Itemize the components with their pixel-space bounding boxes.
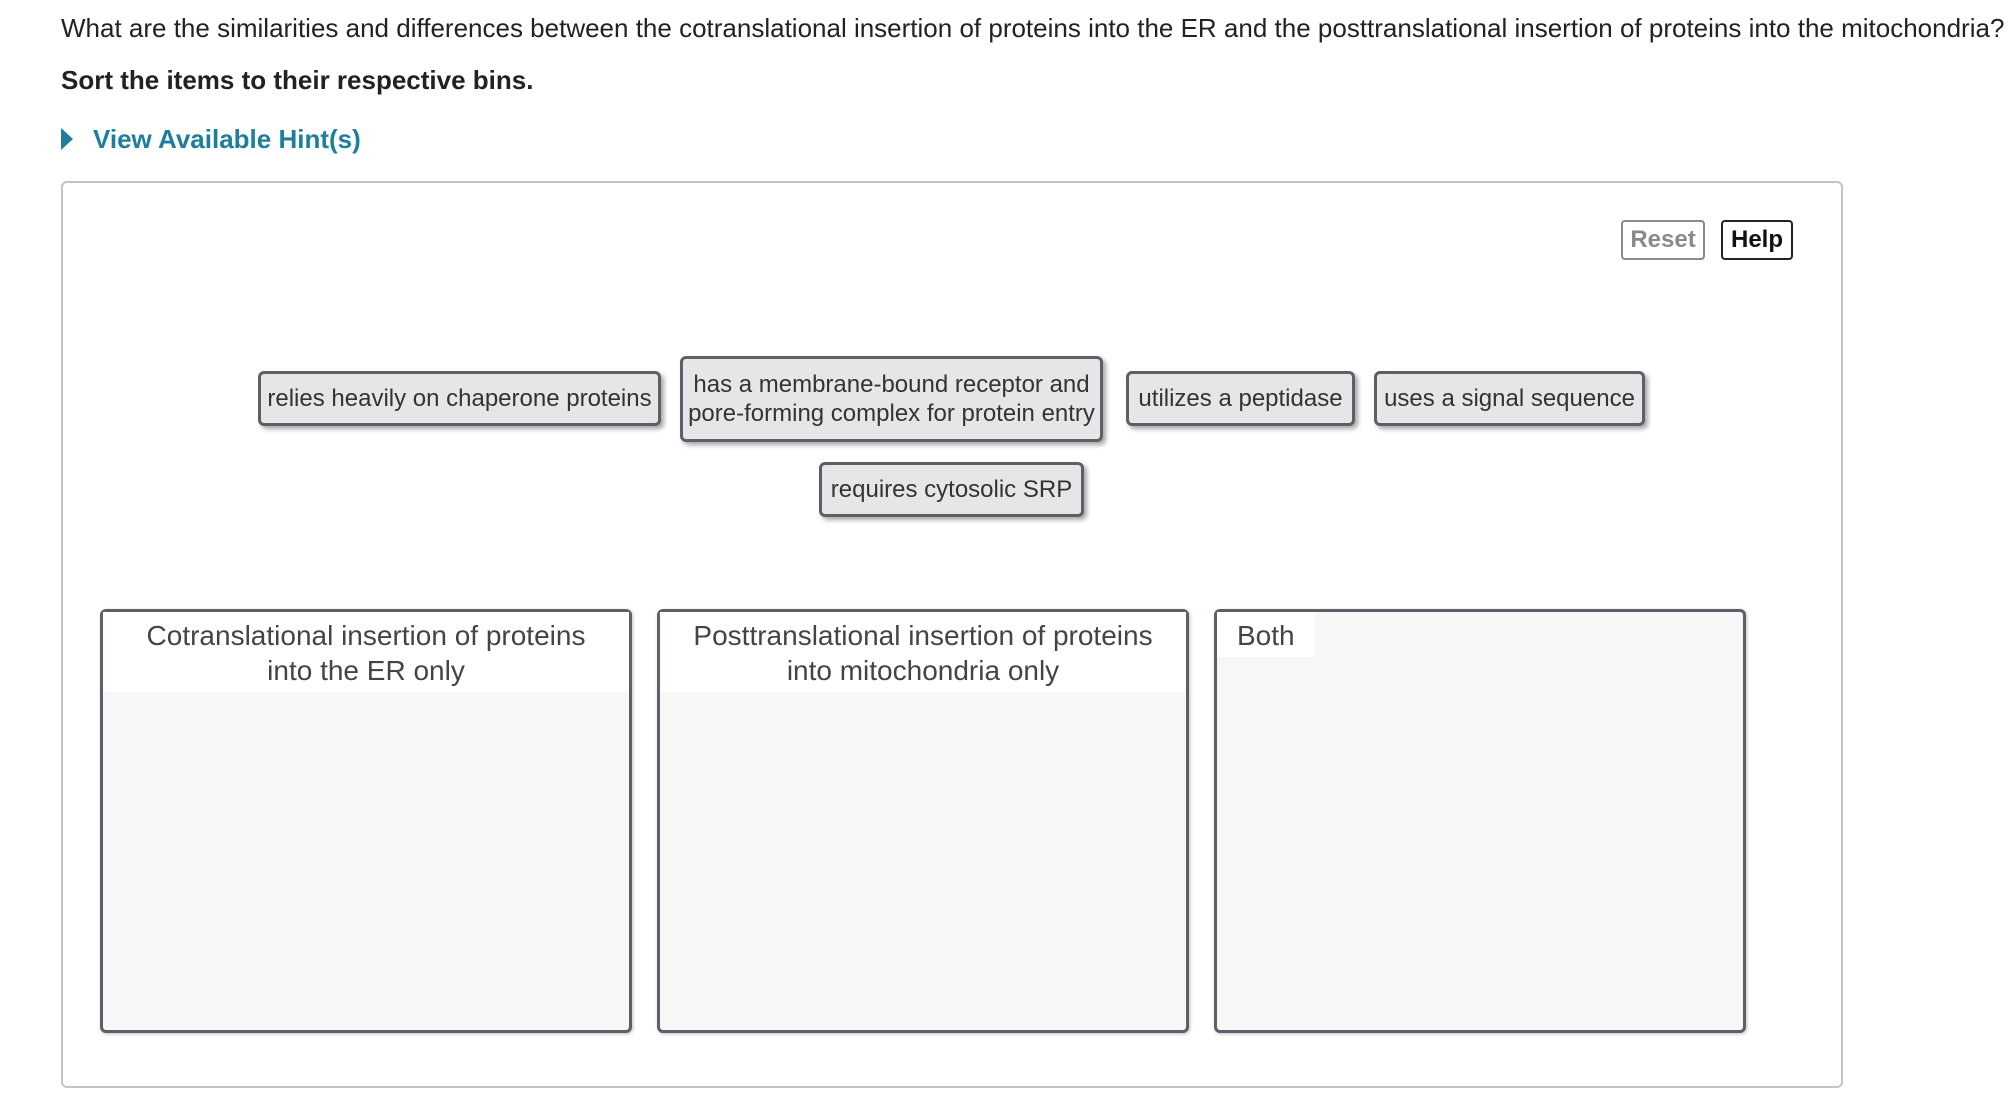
help-button[interactable]: Help (1721, 220, 1793, 260)
bin-title-line1: Cotranslational insertion of proteins (146, 620, 586, 651)
caret-right-icon (61, 128, 73, 150)
bin-title (660, 612, 1186, 692)
view-hints-toggle[interactable] (61, 123, 361, 155)
bin-title (103, 612, 629, 692)
bin-title-line1: Posttranslational insertion of proteins (693, 620, 1153, 651)
item-label: relies heavily on chaperone proteins (267, 385, 652, 412)
sorting-panel (61, 181, 1843, 1088)
bin-title-line2: into mitochondria only (786, 655, 1060, 686)
item-label-line1: has a membrane-bound receptor and (693, 371, 1090, 398)
bin-posttranslational-mito[interactable] (657, 609, 1189, 1033)
instruction-text: Sort the items to their respective bins. (61, 65, 534, 95)
bin-cotranslational-er[interactable] (100, 609, 632, 1033)
draggable-item-receptor-complex[interactable] (680, 356, 1103, 442)
draggable-item-peptidase[interactable] (1126, 371, 1355, 426)
draggable-item-chaperone[interactable] (258, 371, 661, 426)
bin-title (1217, 612, 1315, 657)
item-label: uses a signal sequence (1384, 385, 1635, 412)
reset-button[interactable]: Reset (1621, 220, 1705, 260)
draggable-item-signal-sequence[interactable] (1374, 371, 1645, 426)
draggable-item-srp[interactable] (819, 462, 1084, 517)
bin-title-line1: Both (1237, 620, 1295, 651)
bin-title-line2: into the ER only (267, 655, 465, 686)
view-hints-label[interactable]: View Available Hint(s) (93, 124, 361, 154)
question-text: What are the similarities and differences between the cotranslational insertion of proteins into the ER and the posttranslational insertion of proteins into the mitochondria? (61, 13, 2005, 43)
bin-both[interactable] (1214, 609, 1746, 1033)
item-label: requires cytosolic SRP (830, 476, 1073, 503)
item-label-line2: pore-forming complex for protein entry (688, 400, 1095, 427)
item-label: utilizes a peptidase (1138, 385, 1343, 412)
